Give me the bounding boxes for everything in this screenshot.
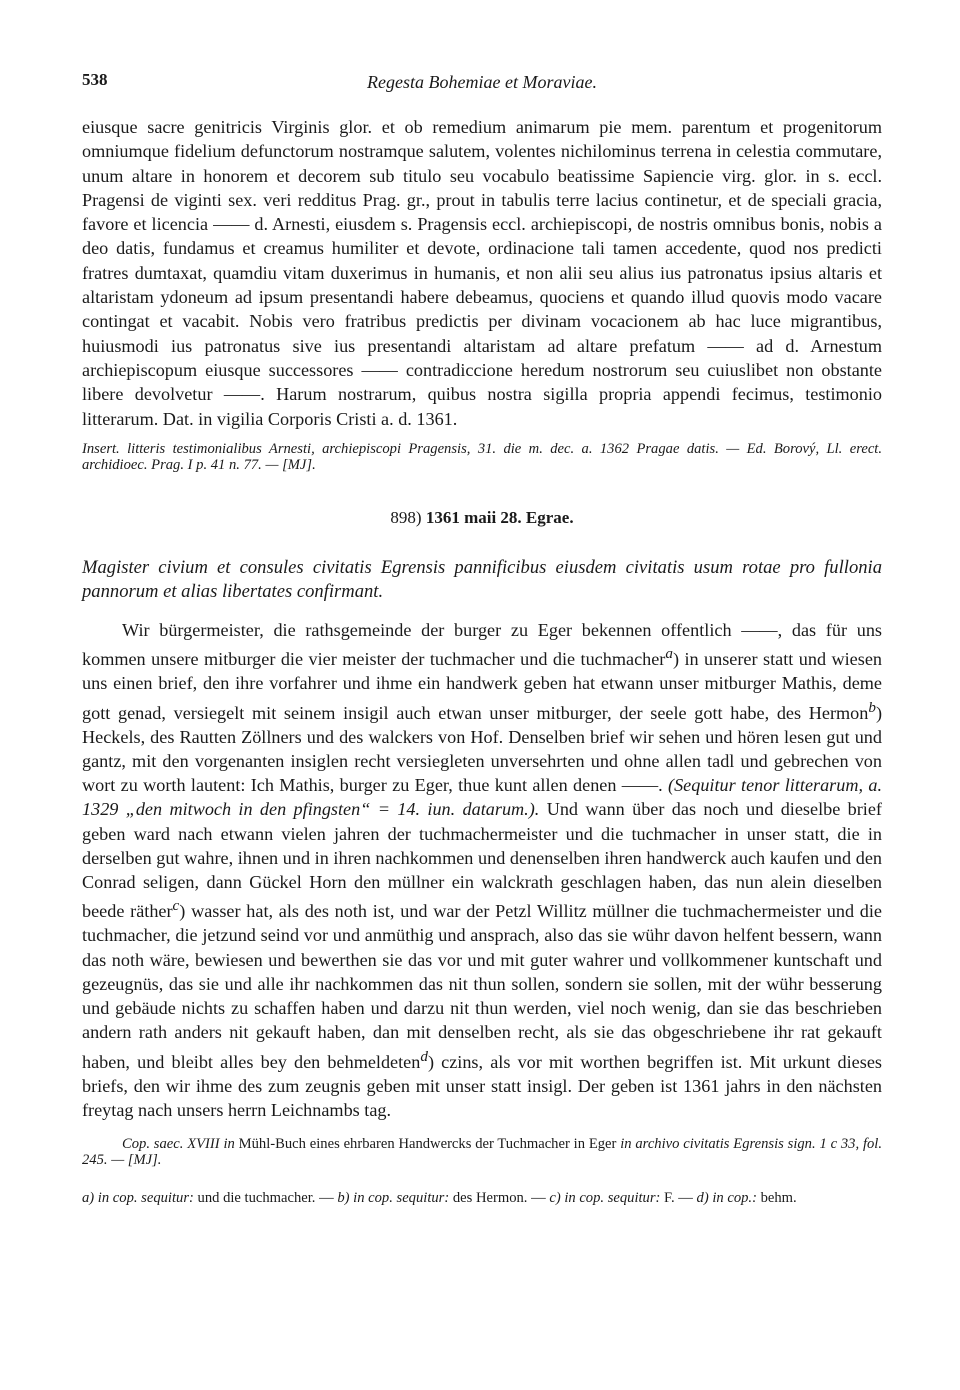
entry-document-text [82,618,882,1122]
footnote-a-mark: a) in cop. sequitur: [82,1190,194,1207]
page-header [82,60,882,90]
source-note-text: Insert. litteris testimonialibus Arnesti, archiepiscopi Pragensis, 31. die m. dec. a. 1362 Pragae datis. — Ed. Borový, Ll. erect. archidioec. Prag. I p. 41 n. 77. — [MJ]. [82,440,882,473]
footnote-ref-c: c [172,897,180,915]
entry-heading [82,508,882,528]
text-segment-5: ) wasser hat, als des noth ist, und war der Petzl Willitz müllner die tuchmachermeister und die tuchmacher, die jetzund seind vor und anmüthig und ansprach, also das sie wühr davon helfent bessern, wann das noth wäre, bewiesen und bewerthen sie das vor und mit guter wahrer und vollkommener kuntschaft und gezeugnüs, das sie und alle ihr nachkommen das nit thun sollen, sondern sie sollen, mit der wühr besserung und gebäude nichts zu schaffen haben und darzu nit thun werden, viel noch wenig, dan sie das beschrieben andern rath anders nit gekauft haben, dan mit denselben recht, als sie das obgeschriebene ihr rat gekauft haben, und bleibt alles bey den behmeldeten [82,901,882,1072]
text-segment-3: ) Heckels, des Rautten Zöllners und des walckers von Hof. Denselben brief wir sehen und hören lesen gut und gantz, mit den vorgenanten insiglen recht versiegleten unversehrten und ohne allen tadl und gebrechen von wort zu worth lautent: Ich Mathis, burger zu Eger, thue kunt allen denen ——. [82,702,882,796]
footnote-ref-b: b [868,698,876,716]
text-segment-6: ) czins, als vor mit worthen begriffen ist. Mit urkunt dieses briefs, den wir ihme des zum zeugnis geben mit unser statt insigl. Der geben ist 1361 jahrs in den nächsten freytag nach unsers herrn Leichnambs tag. [82,1051,882,1120]
footnote-ref-a: a [665,645,673,663]
source-note-part-2: Mühl-Buch eines ehrbaren Handwercks der Tuchmacher in Eger [234,1136,621,1153]
entry-date-place: 1361 maii 28. Egrae. [425,507,574,527]
continuation-text-block [82,115,882,431]
footnote-b-mark: b) in cop. sequitur: [337,1190,450,1207]
footnote-a-text: und die tuchmacher. — [193,1190,338,1207]
footnote-ref-d: d [420,1047,428,1065]
document-page [82,60,882,1207]
continuation-paragraph: eiusque sacre genitricis Virginis glor. et ob remedium animarum pie mem. parentum et progenitorum omniumque fidelium defunctorum nostramque salutem, volentes nichilominus terrena in celestia commutare, unum altare in honorem et decorem sub titulo seu vocabulo beatissime Sapiencie virg. glor. in s. eccl. Pragensi de viginti sex. veri redditus Prag. gr., prout in tabulis terre lacius continetur, et de speciali gracia, favore et licencia —— d. Arnesti, eiusdem s. Pragensis eccl. archiepiscopi, de nostris omnibus bonis, nobis a deo datis, fundamus et creamus humiliter et devote, ordinacione tali tamen accedente, quod nos predicti fratres dumtaxat, quamdiu vitam duxerimus in humanis, et non alii seu alius ius patronatus ipsius altaris et altaristam ydoneum ad ipsum presentandi habere debeamus, quociens et quando illud quovis modo vacare contingat et vacabit. Nobis vero fratribus predictis per divinam vocacionem ab hac luce migrantibus, huiusmodi ius patronatus sive ius presentandi altaristam ad altare prefatum —— ad d. Arnestum archiepiscopum eiusque successores —— contradiccione heredum nostrorum seu cuiuslibet non obstante libere devolvetur ——. Harum nostrarum, quibus nostra sigilla propria appendi fecimus, testimonio litterarum. Dat. in vigilia Corporis Cristi a. d. 1361. [82,117,882,429]
editorial-insertion: (Sequitur tenor litterarum, a. 1329 „den mitwoch in den pfingsten“ = 14. iun. datarum.). [82,775,882,820]
footnote-b-text: des Hermon. — [449,1190,550,1207]
text-segment-4: Und wann über das noch und dieselbe brief geben ward nach etwann vielen jahren der tuchmachermeister und die tuchmacher in unser statt, die in derselben gut wahre, ihnen und in ihren nachkommen und denenselben ihren handwerck auch kaufen und den Conrad seligen, dann Gückel Horn den müllner ein walckrath geschlagen haben, das nun alein dieselben beede räther [82,799,882,922]
continuation-source-note [82,441,882,473]
entry-number: 898) [390,507,422,527]
text-segment-2: ) in unserer statt und wiesen uns einen brief, den ihre vorfahrer und ihme ein handwerk geben hat etwann unser mitburger Mathis, deme gott genad, versiegelt mit seinem insigil auch etwan unser mitburger, der seele gott habe, des Hermon [82,649,882,723]
source-note-part-1: Cop. saec. XVIII in [122,1136,235,1153]
footnote-d-text: behm. [756,1190,797,1207]
source-note-part-3: in archivo civitatis Egrensis sign. 1 c 33, fol. 245. — [MJ]. [82,1136,882,1169]
running-title: Regesta Bohemiae et Moraviae. [367,72,597,92]
footnote-d-mark: d) in cop.: [696,1190,757,1207]
footnote-c-text: F. — [660,1190,697,1207]
footnote-c-mark: c) in cop. sequitur: [549,1190,661,1207]
entry-source-note [82,1136,882,1168]
page-number: 538 [82,70,108,89]
text-segment-1: Wir bürgermeister, die rathsgemeinde der burger zu Eger bekennen offentlich ——, das für uns kommen unsere mitburger die vier meister der tuchmacher und die tuchmacher [82,619,882,670]
entry-regest: Magister civium et consules civitatis Egrensis pannificibus eiusdem civitatis usum rotae pro fullonia pannorum et alias libertates confirmant. [82,556,882,602]
footnotes [82,1190,882,1207]
